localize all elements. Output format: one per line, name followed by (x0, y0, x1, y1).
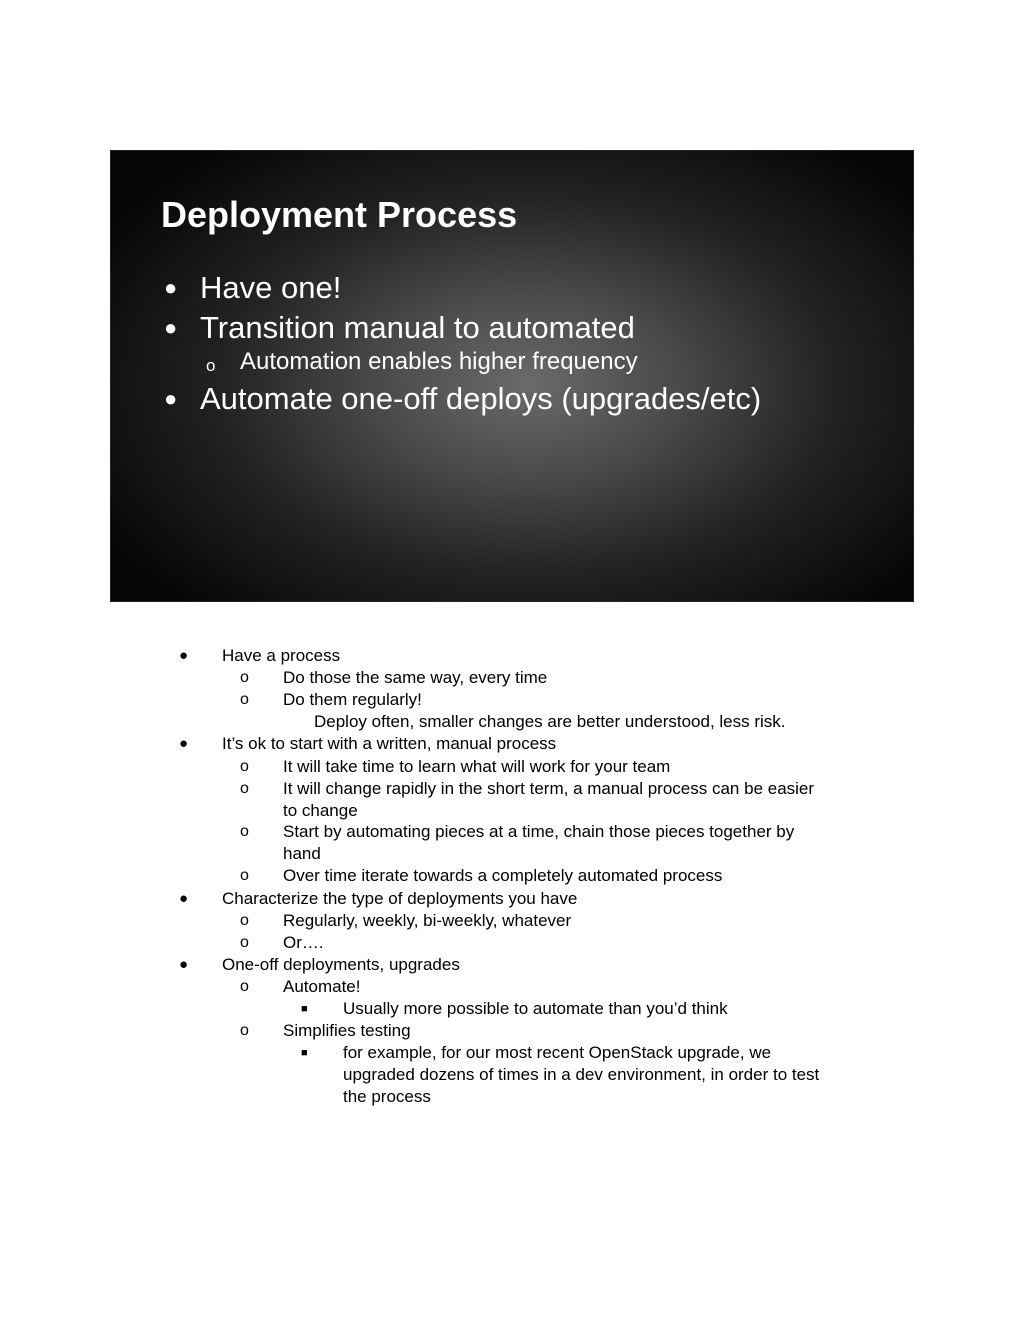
slide-bullet-text: Automation enables higher frequency (240, 348, 638, 375)
slide-title: Deployment Process (161, 194, 518, 235)
slide-bullet-text: Transition manual to automated (200, 310, 635, 345)
bullet-circle-icon: o (240, 758, 249, 775)
note-text: Do those the same way, every time (283, 668, 548, 687)
note-text: Usually more possible to automate than you’d think (343, 999, 728, 1018)
note-text: Do them regularly! (283, 690, 422, 709)
note-text: Characterize the type of deployments you have (222, 889, 578, 908)
note-item (314, 711, 786, 733)
bullet-dot-icon: ● (179, 647, 189, 664)
note-text: Deploy often, smaller changes are better understood, less risk. (314, 712, 786, 731)
bullet-dot-icon: ● (164, 386, 178, 411)
note-text: Or…. (283, 933, 324, 952)
bullet-circle-icon: o (240, 780, 249, 797)
note-item-continued (343, 1086, 431, 1108)
note-item (179, 954, 460, 976)
bullet-dot-icon: ● (164, 315, 178, 340)
note-text: for example, for our most recent OpenStack upgrade, we (343, 1043, 772, 1062)
bullet-circle-icon: o (240, 823, 249, 840)
bullet-dot-icon: ● (164, 275, 178, 300)
bullet-dot-icon: ● (179, 735, 189, 752)
bullet-circle-icon: o (240, 867, 249, 884)
note-text: One-off deployments, upgrades (222, 955, 460, 974)
note-item (240, 778, 815, 800)
bullet-circle-icon: o (206, 356, 216, 375)
note-text: Over time iterate towards a completely automated process (283, 866, 723, 885)
slide-bullet-text: Automate one-off deploys (upgrades/etc) (200, 381, 762, 416)
note-item (240, 976, 361, 998)
note-text: the process (343, 1087, 431, 1106)
bullet-circle-icon: o (240, 912, 249, 929)
note-item-continued (343, 1064, 819, 1086)
note-text: Automate! (283, 977, 361, 996)
note-item (240, 756, 671, 778)
bullet-circle-icon: o (240, 691, 249, 708)
note-text: It will take time to learn what will work for your team (283, 757, 671, 776)
bullet-circle-icon: o (240, 669, 249, 686)
note-item (240, 910, 572, 932)
bullet-dot-icon: ● (179, 956, 189, 973)
note-text: hand (283, 844, 321, 863)
note-text: Regularly, weekly, bi-weekly, whatever (283, 911, 572, 930)
note-item (240, 865, 723, 887)
slide-bullet-text: Have one! (200, 270, 342, 305)
note-item (179, 888, 578, 910)
note-item (240, 932, 324, 954)
note-item (301, 998, 728, 1020)
note-item (240, 821, 795, 843)
note-text: upgraded dozens of times in a dev environment, in order to test (343, 1065, 820, 1084)
bullet-circle-icon: o (240, 934, 249, 951)
note-text: to change (283, 801, 358, 820)
note-item (179, 645, 341, 667)
note-text: Simplifies testing (283, 1021, 411, 1040)
note-item (301, 1042, 772, 1064)
note-text: Start by automating pieces at a time, chain those pieces together by (283, 822, 795, 841)
bullet-circle-icon: o (240, 978, 249, 995)
note-text: It will change rapidly in the short term, a manual process can be easier (283, 779, 815, 798)
note-item-continued (283, 843, 321, 865)
bullet-square-icon: ■ (301, 1047, 308, 1059)
note-item (240, 667, 548, 689)
bullet-square-icon: ■ (301, 1003, 308, 1015)
note-text: It’s ok to start with a written, manual process (222, 734, 557, 753)
note-item (240, 1020, 411, 1042)
note-item-continued (283, 800, 358, 822)
bullet-circle-icon: o (240, 1022, 249, 1039)
note-text: Have a process (222, 646, 341, 665)
note-item (240, 689, 422, 711)
note-item (179, 733, 557, 755)
bullet-dot-icon: ● (179, 890, 189, 907)
